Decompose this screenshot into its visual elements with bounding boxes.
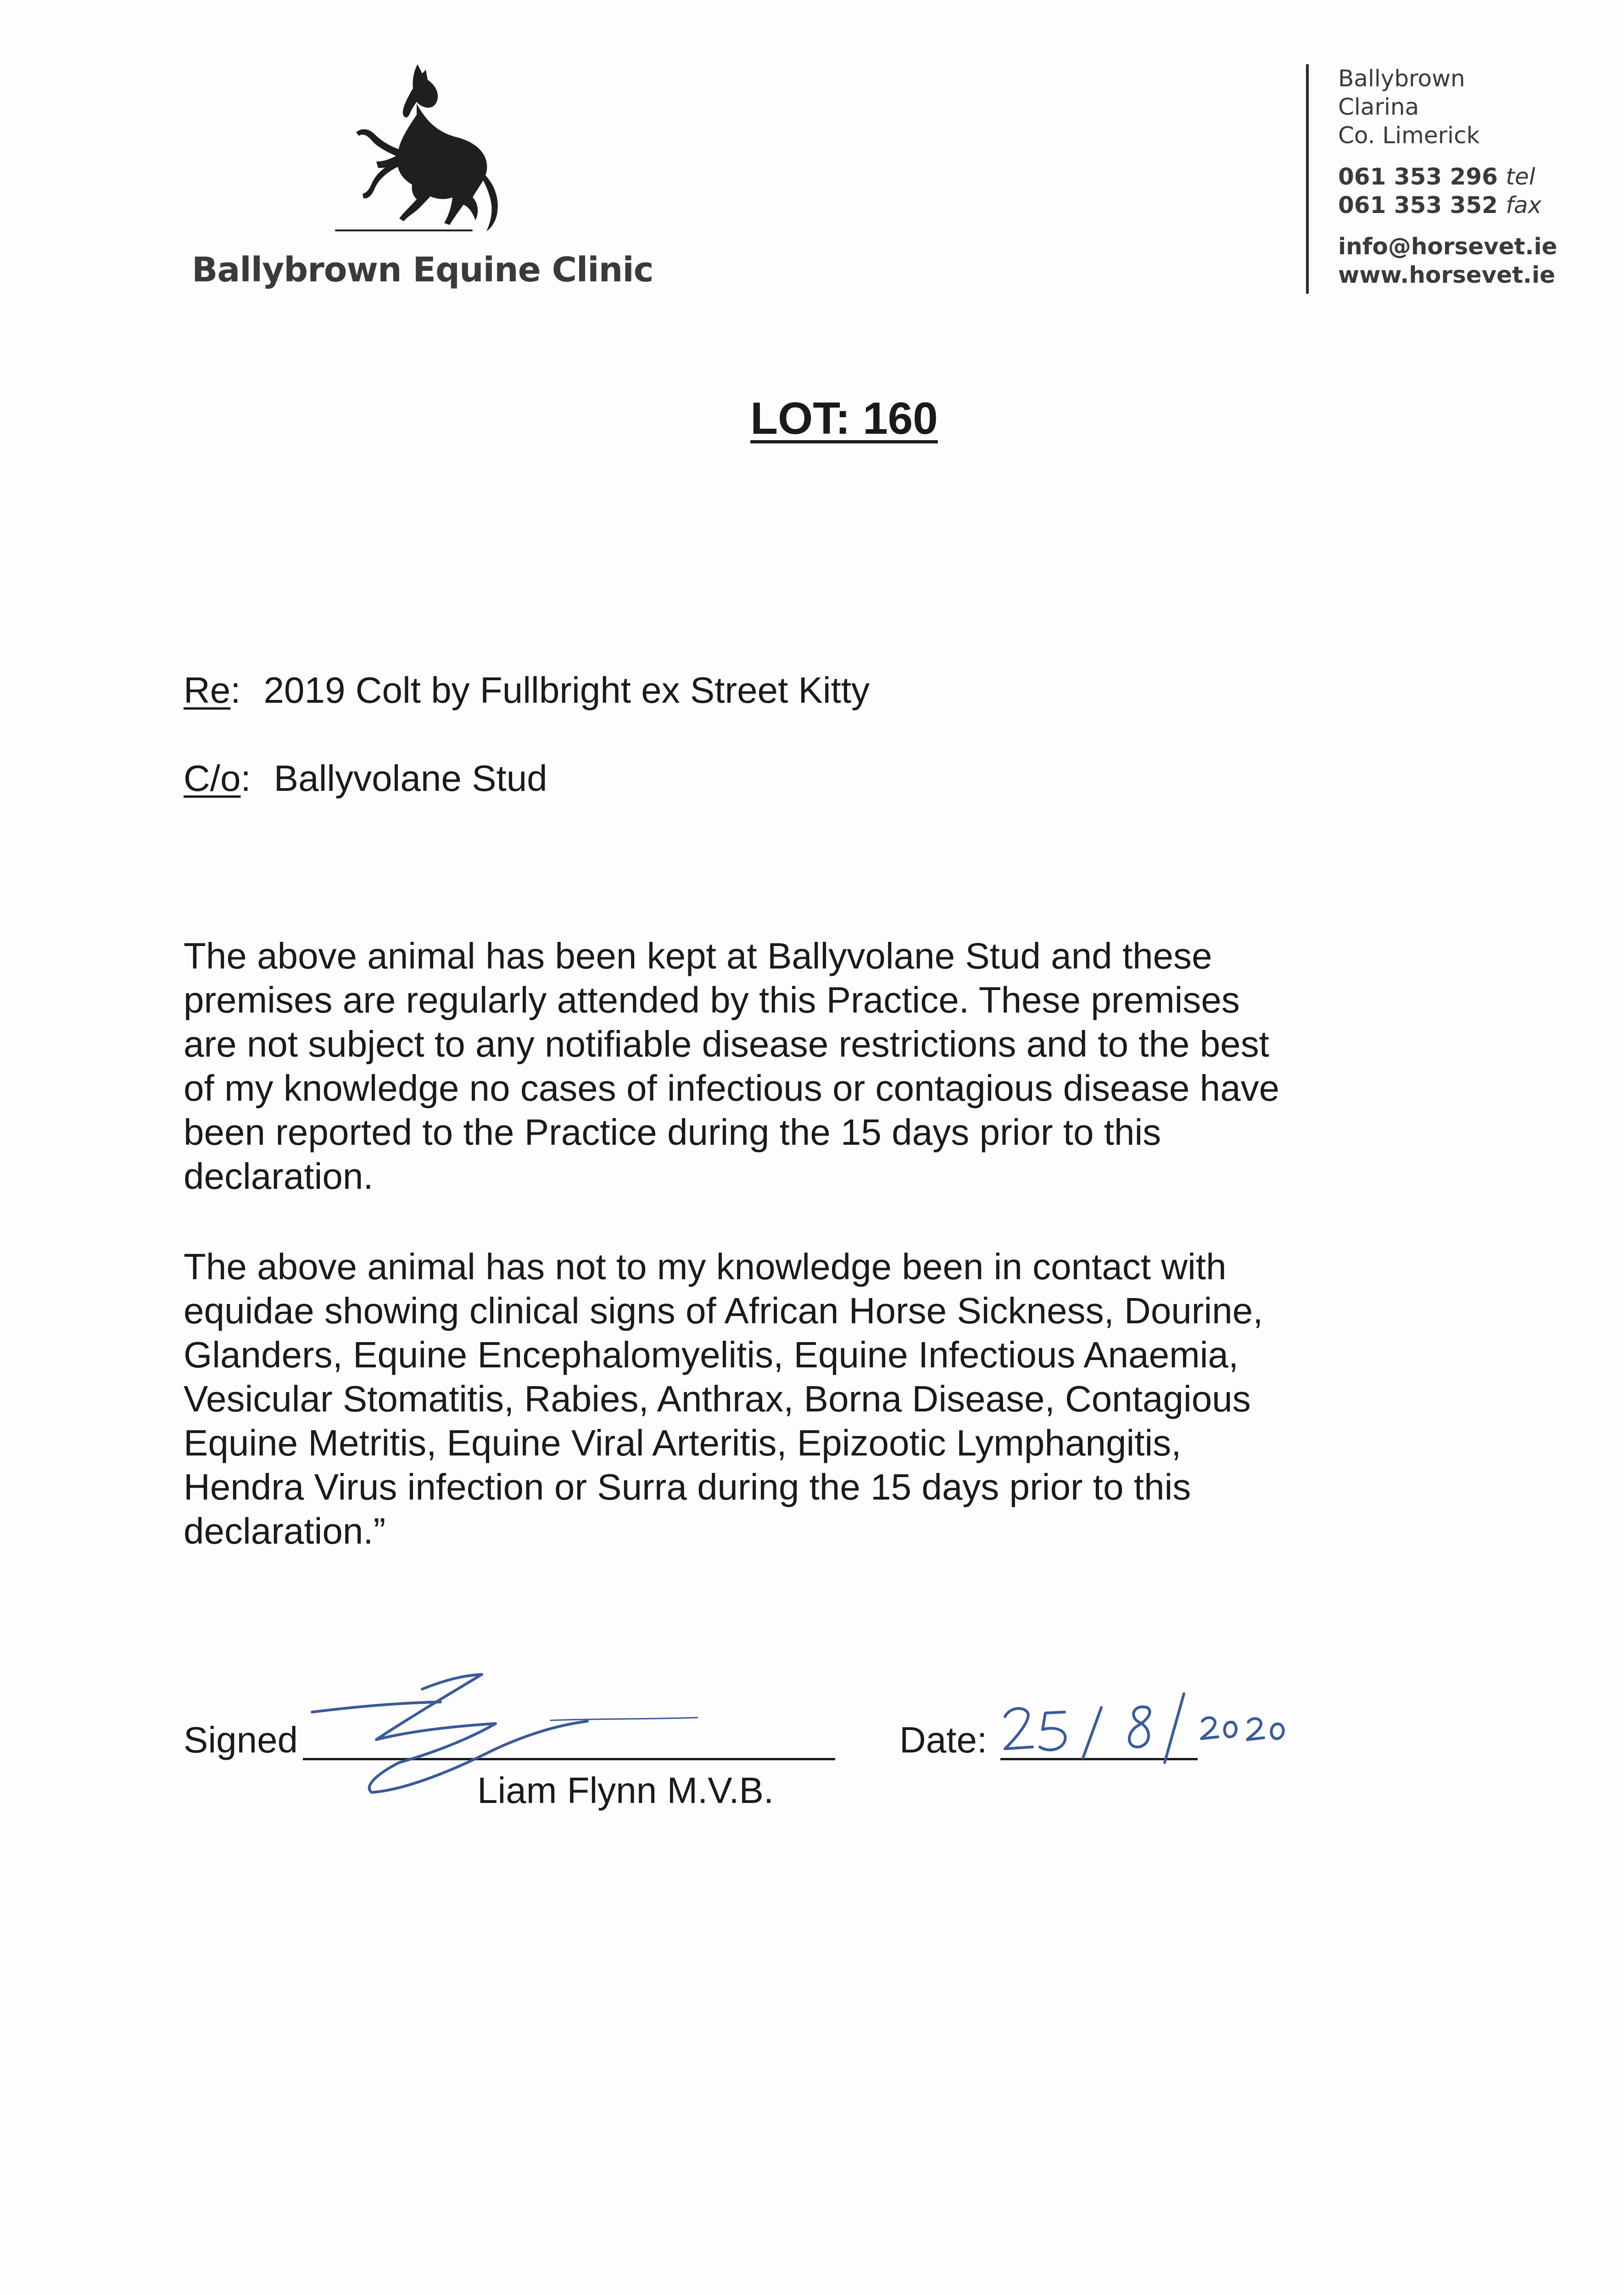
paragraph-line: Vesicular Stomatitis, Rabies, Anthrax, Borna Disease, Contagious — [184, 1378, 1251, 1419]
date-label: Date: — [899, 1719, 988, 1760]
paragraph-line: equidae showing clinical signs of African Horse Sickness, Dourine, — [184, 1290, 1263, 1331]
paragraph-line: Equine Metritis, Equine Viral Arteritis, Epizootic Lymphangitis, — [184, 1422, 1182, 1463]
fax-label: fax — [1506, 192, 1542, 218]
paragraph-line: of my knowledge no cases of infectious or contagious disease have — [184, 1068, 1280, 1108]
co-value: Ballyvolane Stud — [273, 758, 547, 799]
website-link[interactable]: www.horsevet.ie — [1338, 262, 1556, 288]
letterhead-divider — [1306, 64, 1309, 294]
phone-label: tel — [1506, 163, 1535, 190]
re-label: Re — [184, 670, 231, 711]
lot-heading — [0, 392, 1624, 444]
handwritten-date — [996, 1680, 1326, 1781]
re-line: Re: 2019 Colt by Fullbright ex Street Kitty — [184, 670, 870, 711]
signatory-name: Liam Flynn M.V.B. — [477, 1770, 774, 1811]
declaration-paragraph-2 — [184, 1245, 1377, 1553]
phone-line — [1338, 162, 1557, 191]
paragraph-line: The above animal has been kept at Ballyvolane Stud and these — [184, 935, 1212, 976]
contact-block — [1338, 64, 1557, 289]
paragraph-line: declaration. — [184, 1156, 374, 1197]
signed-label: Signed — [184, 1719, 298, 1760]
co-line: C/o: Ballyvolane Stud — [184, 758, 547, 799]
web-block — [1338, 232, 1557, 289]
paragraph-line: Glanders, Equine Encephalomyelitis, Equine Infectious Anaemia, — [184, 1334, 1239, 1375]
horse-logo-icon — [330, 60, 505, 234]
paragraph-line: The above animal has not to my knowledge been in contact with — [184, 1246, 1227, 1287]
address-line: Co. Limerick — [1338, 122, 1480, 149]
paragraph-line: premises are regularly attended by this Practice. These premises — [184, 980, 1240, 1020]
clinic-name: Ballybrown Equine Clinic — [192, 250, 653, 290]
phone-block — [1338, 162, 1557, 219]
phone-number: 061 353 296 — [1338, 163, 1498, 190]
paragraph-line: are not subject to any notifiable disease restrictions and to the best — [184, 1024, 1269, 1064]
email-link[interactable]: info@horsevet.ie — [1338, 233, 1557, 260]
paragraph-line: declaration.” — [184, 1511, 386, 1551]
fax-number: 061 353 352 — [1338, 192, 1498, 218]
paragraph-line: Hendra Virus infection or Surra during the 15 days prior to this — [184, 1467, 1191, 1507]
address-block — [1338, 64, 1557, 150]
re-value: 2019 Colt by Fullbright ex Street Kitty — [263, 670, 870, 711]
fax-line — [1338, 191, 1557, 219]
address-line: Clarina — [1338, 94, 1419, 120]
paragraph-line: been reported to the Practice during the 15 days prior to this — [184, 1112, 1161, 1153]
address-line: Ballybrown — [1338, 65, 1465, 92]
declaration-paragraph-1 — [184, 934, 1377, 1198]
lot-label: LOT: 160 — [750, 393, 938, 443]
co-label: C/o — [184, 758, 241, 799]
